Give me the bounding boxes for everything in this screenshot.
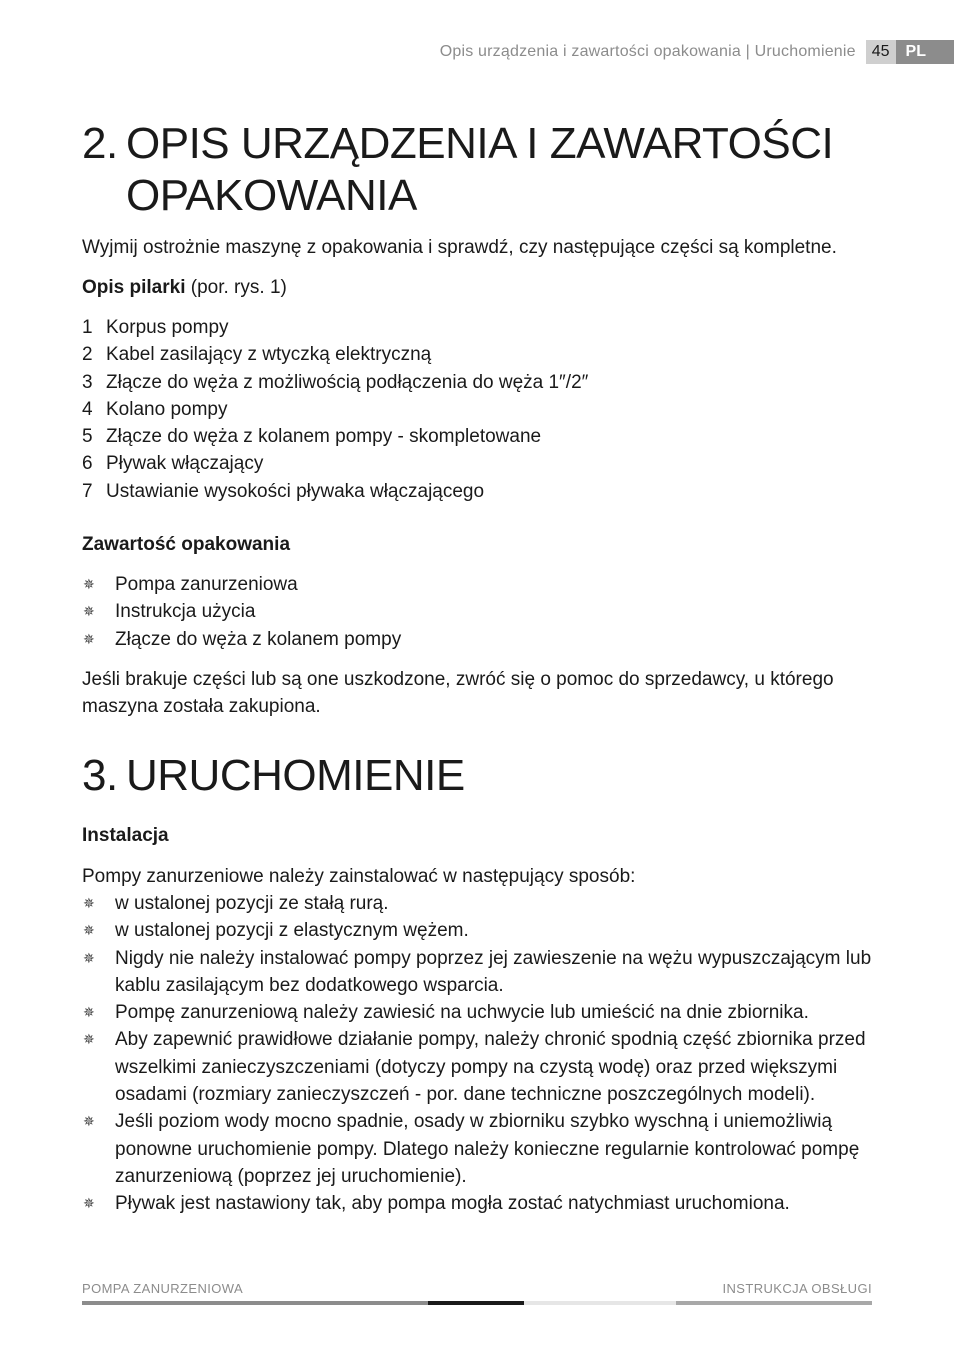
contents-item [82,626,872,653]
gear-bullet-icon: ✵ [83,894,95,911]
section-2-title-line1: OPIS URZĄDZENIA I ZAWARTOŚCI [126,119,834,168]
footer-right: INSTRUKCJA OBSŁUGI [722,1281,872,1296]
install-text-line: Nigdy nie należy instalować pompy poprzez jej zawieszenie na wężu wypuszczającym lub [115,947,872,969]
part-item [82,423,872,450]
install-text-line: wszelkimi zanieczyszczeniami (dotyczy pompy na czystą wodę) oraz przed większymi [115,1056,838,1078]
description-label [82,274,872,301]
contents-item [82,598,872,625]
section-2-title [82,118,872,222]
gear-bullet-icon: ✵ [83,949,95,966]
install-text-line: Pompę zanurzeniową należy zawiesić na uchwycie lub umieścić na dnie zbiornika. [115,1002,809,1024]
contents-text: Pompa zanurzeniowa [115,574,298,596]
section-3-title-text: URUCHOMIENIE [126,750,465,800]
part-text: Korpus pompy [106,317,229,338]
install-text-line: Pływak jest nastawiony tak, aby pompa mogła zostać natychmiast uruchomiona. [115,1193,790,1215]
header-title: Opis urządzenia i zawartości opakowania | Uruchomienie [439,43,856,60]
contents-text: Złącze do węża z kolanem pompy [115,628,402,650]
footer-bar [82,1301,872,1305]
part-item [82,396,872,423]
part-number: 6 [82,453,93,475]
gear-bullet-icon: ✵ [83,1031,95,1048]
section-2-number: 2. [82,119,118,168]
gear-bullet-icon: ✵ [83,1195,95,1212]
install-text-line: kablu zasilającym bez dodatkowego wsparcia. [115,974,504,996]
install-text [115,945,871,1000]
part-item [82,478,872,505]
gear-bullet-icon: ✵ [83,1113,95,1130]
install-text-line: zanurzeniową (poprzez jej uruchomienie). [115,1165,467,1187]
install-text-line: w ustalonej pozycji ze stałą rurą. [115,892,389,914]
contents-list [82,571,872,653]
install-list [82,890,872,1218]
install-item [82,999,872,1026]
description-label-bold: Opis pilarki [82,277,186,298]
install-text [115,1026,866,1108]
intro-paragraph: Wyjmij ostrożnie maszynę z opakowania i sprawdź, czy następujące części są kompletne. [82,237,837,258]
footer-bar-segment [82,1301,428,1305]
part-text: Kabel zasilający z wtyczką elektryczną [106,344,432,366]
install-item [82,1026,872,1108]
part-item [82,450,872,477]
section-3-title [82,750,872,802]
missing-parts-paragraph [82,666,872,720]
page-header [440,40,954,64]
install-item [82,1190,872,1217]
install-text-line: Aby zapewnić prawidłowe działanie pompy, należy chronić spodnią część zbiornika przed [115,1029,866,1051]
contents-heading: Zawartość opakowania [82,534,291,556]
missing-line-2: maszyna została zakupiona. [82,695,321,717]
install-text-line: osadami (rozmiary zanieczyszczeń - por. dane techniczne poszczególnych modeli). [115,1084,816,1106]
install-item [82,890,872,917]
page-content [82,118,872,1218]
contents-item [82,571,872,598]
part-number: 1 [82,317,93,338]
parts-list [82,314,872,505]
footer-bar-segment [524,1301,676,1305]
install-text-line: Jeśli poziom wody mocno spadnie, osady w zbiorniku szybko wyschną i uniemożliwią [115,1111,833,1133]
section-3-number: 3. [82,750,118,800]
gear-bullet-icon: ✵ [83,603,95,620]
part-item [82,314,872,341]
language-tag: PL [896,40,954,64]
part-number: 4 [82,398,93,420]
part-text: Kolano pompy [106,398,228,420]
footer-bar-segment [428,1301,524,1305]
part-item [82,369,872,396]
part-number: 5 [82,426,93,448]
install-item [82,945,872,1000]
gear-bullet-icon: ✵ [83,922,95,939]
contents-text: Instrukcja użycia [115,601,256,623]
missing-line-1: Jeśli brakuje części lub są one uszkodzone, zwróć się o pomoc do sprzedawcy, u którego [82,668,834,690]
part-number: 2 [82,344,93,366]
part-text: Złącze do węża z możliwością podłączenia do węża 1″/2″ [106,371,589,393]
page-number: 45 [866,40,896,64]
install-text [115,1190,790,1217]
footer-bar-segment [676,1301,872,1305]
description-label-rest: (por. rys. 1) [185,277,287,298]
part-text: Ustawianie wysokości pływaka włączającego [106,480,485,502]
gear-bullet-icon: ✵ [83,576,95,593]
gear-bullet-icon: ✵ [83,1004,95,1021]
install-item [82,917,872,944]
install-text [115,1108,859,1190]
install-text [115,999,809,1026]
install-text [115,890,389,917]
install-text-line: ponowne uruchomienie pompy. Dlatego należy konieczne regularnie kontrolować pompę [115,1138,860,1160]
footer-left: POMPA ZANURZENIOWA [82,1281,244,1296]
install-text-line: w ustalonej pozycji z elastycznym wężem. [115,920,469,942]
gear-bullet-icon: ✵ [83,630,95,647]
install-text [115,917,469,944]
part-text: Pływak włączający [106,453,264,475]
install-intro: Pompy zanurzeniowe należy zainstalować w następujący sposób: [82,865,636,887]
install-heading: Instalacja [82,824,169,846]
part-number: 3 [82,371,93,393]
part-number: 7 [82,480,93,502]
install-item [82,1108,872,1190]
section-2-title-line2: OPAKOWANIA [126,171,417,220]
part-item [82,341,872,368]
part-text: Złącze do węża z kolanem pompy - skompletowane [106,426,542,448]
